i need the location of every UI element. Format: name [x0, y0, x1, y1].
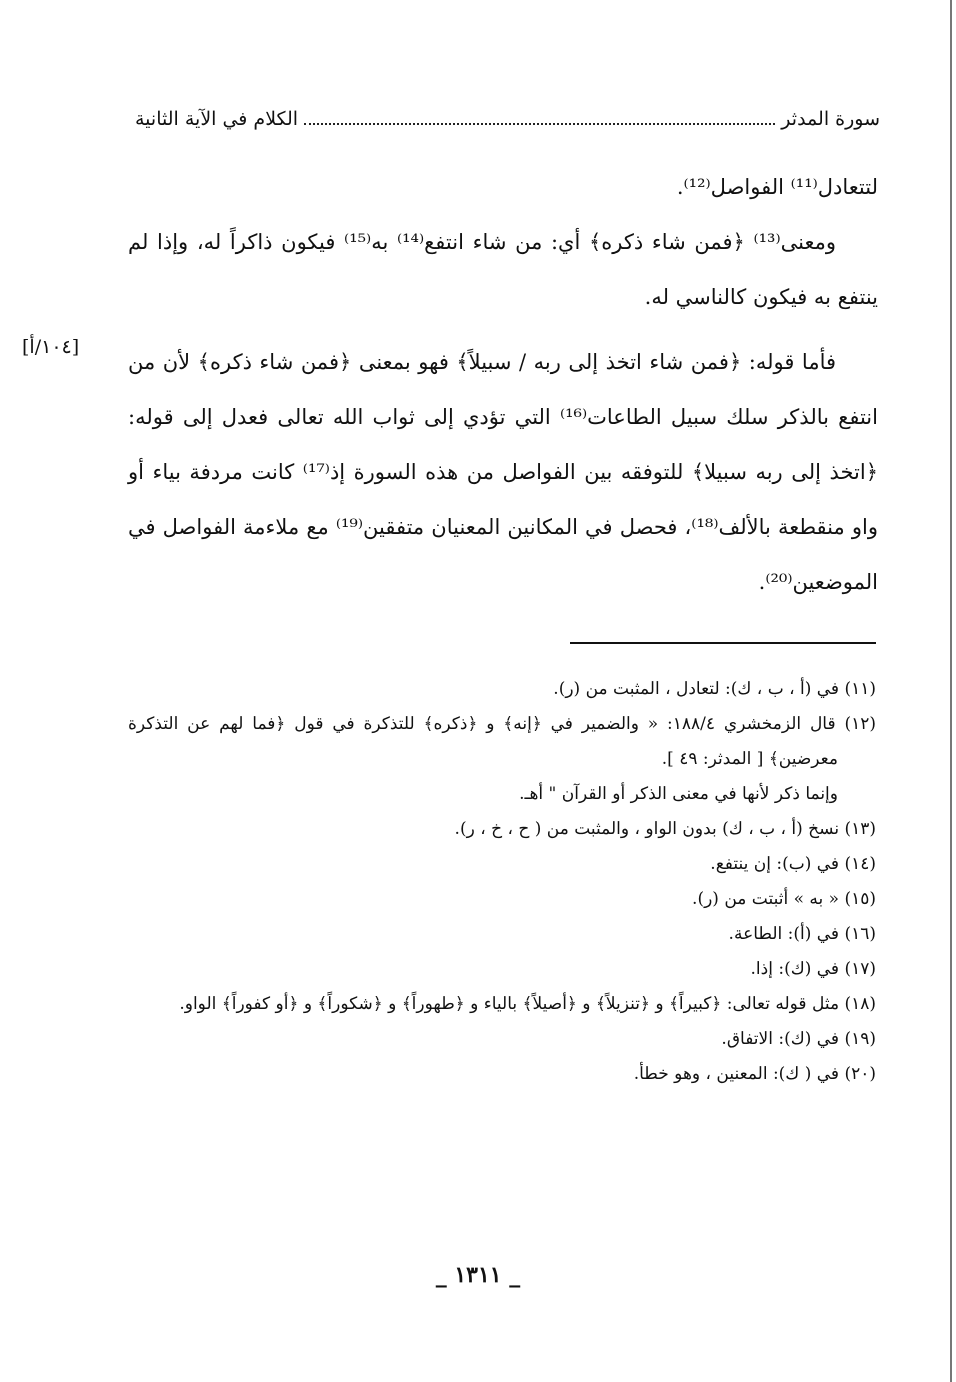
body-paragraph-1: لتتعادل⁽¹¹⁾ الفواصل⁽¹²⁾.: [676, 175, 878, 199]
footnote-15: (١٥) « به » أثبتت من (ر).: [692, 889, 876, 909]
footnote-17: (١٧) في (ك): إذا.: [750, 959, 876, 979]
footnote-12: (١٢) قال الزمخشري ١٨٨/٤: « والضمير في ﴿إنه﴾ و ﴿ذكره﴾ للتذكرة في قول ﴿فما لهم عن التذكرة معرضين﴾ [ المدثر: ٤٩ ].: [128, 714, 876, 769]
manuscript-folio-marker: [١٠٤/أ]: [22, 336, 80, 358]
footnote-12-continuation: وإنما ذكر لأنها في معنى الذكر أو القرآن " أهـ.: [519, 784, 838, 804]
body-paragraph-3: فأما قوله: ﴿فمن شاء اتخذ إلى ربه / سبيلاً﴾ فهو بمعنى ﴿فمن شاء ذكره﴾ لأن من انتفع بالذكر سلك سبيل الطاعات⁽¹⁶⁾ التي تؤدي إلى ثواب الله تعالى فعدل إلى قوله: ﴿اتخذ إلى ربه سبيلا﴾ للتوفقه بين الفواصل من هذه السورة إذ⁽¹⁷⁾ كانت مردفة بياء أو واو منقطعة بالألف⁽¹⁸⁾، فحصل في المكانين المعنيان متفقين⁽¹⁹⁾ مع ملاءمة الفواصل في الموضعين⁽²⁰⁾.: [128, 350, 879, 594]
main-text: [128, 160, 878, 610]
footnote-14: (١٤) في (ب): إن ينتفع.: [710, 854, 876, 874]
header-surah-title: سورة المدثر: [781, 108, 880, 130]
footnote-19: (١٩) في (ك): الاتفاق.: [721, 1029, 876, 1049]
footnotes: [128, 672, 876, 1092]
running-header: [135, 108, 880, 130]
footnote-16: (١٦) في (أ): الطاعة.: [728, 924, 876, 944]
footnote-separator: [570, 642, 876, 644]
footnote-13: (١٣) نسخ (أ ، ب ، ك) بدون الواو ، والمثبت من ( ح ، خ ، ر).: [454, 819, 876, 839]
page-number: _ ١٣١١ _: [435, 1262, 521, 1288]
body-paragraph-2: ومعنى⁽¹³⁾ ﴿فمن شاء ذكره﴾ أي: من شاء انتفع⁽¹⁴⁾ به⁽¹⁵⁾ فيكون ذاكراً له، وإذا لم ينتفع به فيكون كالناسي له.: [128, 230, 878, 309]
header-section-title: الكلام في الآية الثانية: [135, 108, 299, 130]
footnote-11: (١١) في (أ ، ب ، ك): لتعادل ، المثبت من (ر).: [553, 679, 876, 699]
footnote-20: (٢٠) في ( ك): المعنين ، وهو خطأ.: [633, 1064, 876, 1084]
footnote-18: (١٨) مثل قوله تعالى: ﴿كبيراً﴾ و ﴿تنزيلاً﴾ و ﴿أصيلاً﴾ بالياء و ﴿طهوراً﴾ و ﴿شكوراً﴾ و ﴿أو كفوراً﴾ الواو.: [179, 994, 876, 1014]
header-dot-leader: [304, 123, 775, 125]
scan-page-edge: [950, 0, 952, 1382]
